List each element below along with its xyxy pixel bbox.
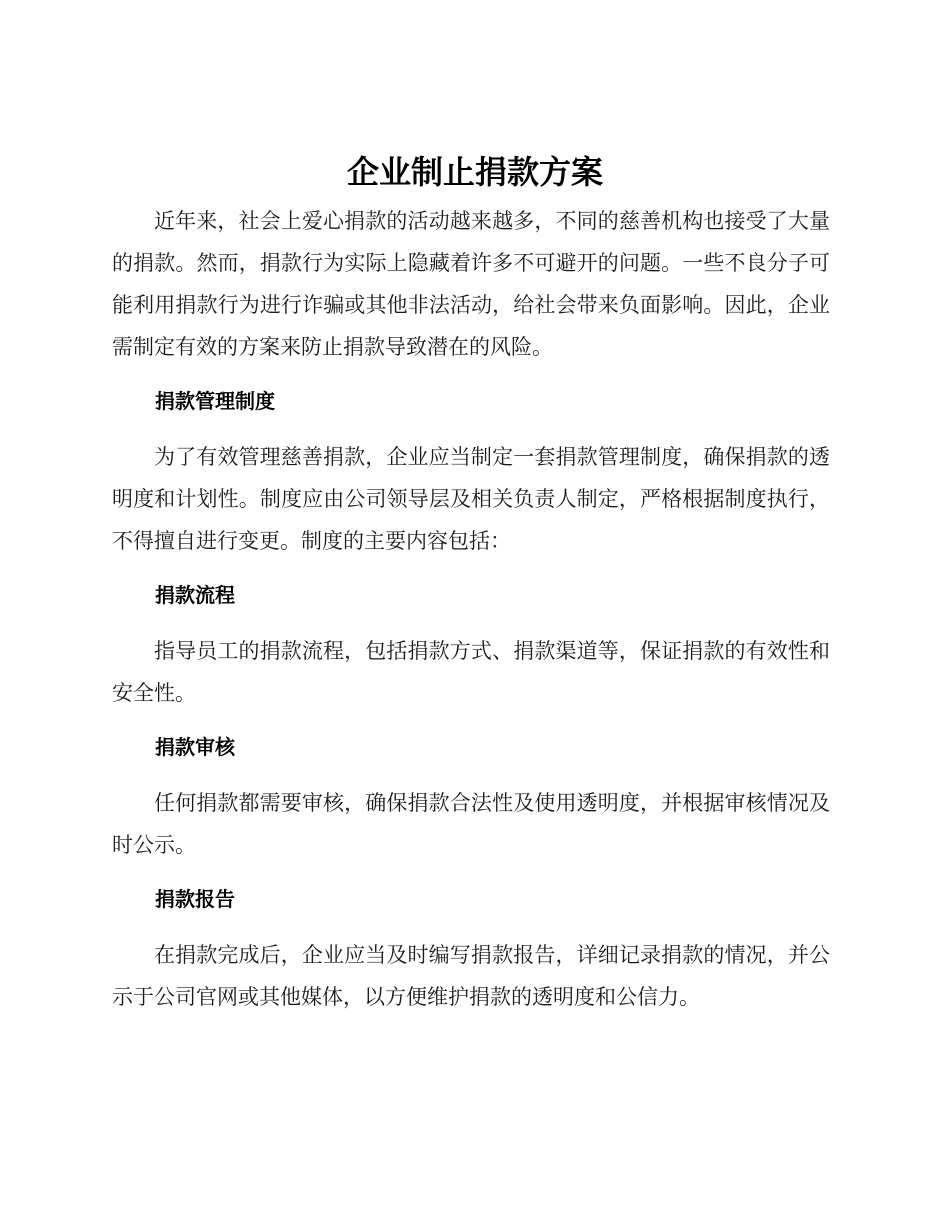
section-paragraph-donation-report: 在捐款完成后，企业应当及时编写捐款报告，详细记录捐款的情况，并公示于公司官网或其他媒体，以方便维护捐款的透明度和公信力。 <box>112 943 830 1009</box>
section-heading-donation-review: 捐款审核 <box>155 735 235 759</box>
section-heading-donation-process: 捐款流程 <box>155 583 235 607</box>
section-paragraph-donation-process: 指导员工的捐款流程，包括捐款方式、捐款渠道等，保证捐款的有效性和安全性。 <box>112 639 830 705</box>
section-heading-donation-report: 捐款报告 <box>155 887 235 911</box>
section-paragraph-donation-review: 任何捐款都需要审核，确保捐款合法性及使用透明度，并根据审核情况及时公示。 <box>112 791 830 857</box>
section-heading-management-system: 捐款管理制度 <box>155 389 275 413</box>
intro-paragraph: 近年来，社会上爱心捐款的活动越来越多，不同的慈善机构也接受了大量的捐款。然而，捐款行为实际上隐藏着许多不可避开的问题。一些不良分子可能利用捐款行为进行诈骗或其他非法活动，给社会带来负面影响。因此，企业需制定有效的方案来防止捐款导致潜在的风险。 <box>112 209 830 359</box>
document-title: 企业制止捐款方案 <box>346 153 603 191</box>
section-paragraph-management-system: 为了有效管理慈善捐款，企业应当制定一套捐款管理制度，确保捐款的透明度和计划性。制度应由公司领导层及相关负责人制定，严格根据制度执行，不得擅自进行变更。制度的主要内容包括： <box>112 445 830 553</box>
